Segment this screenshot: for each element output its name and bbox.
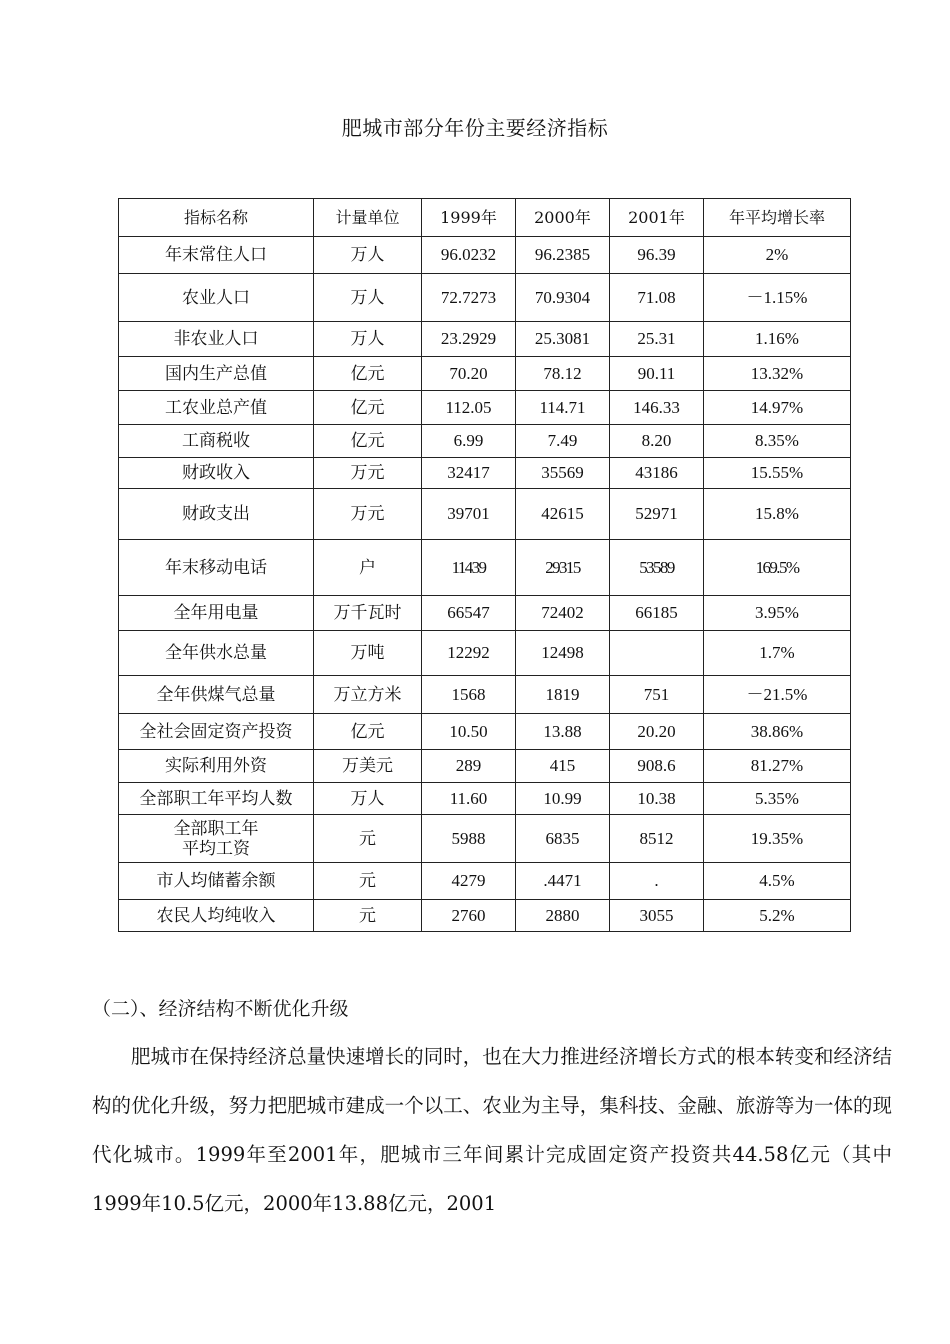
value-2000-cell: 96.2385	[516, 237, 610, 274]
value-2001-cell: 751	[610, 676, 704, 714]
indicator-name-line2: 平均工资	[182, 838, 250, 859]
value-1999-cell: 70.20	[422, 357, 516, 391]
value-1999-cell: 11.60	[422, 783, 516, 815]
table-row	[119, 489, 851, 540]
value-2000-cell: 25.3081	[516, 322, 610, 357]
value-1999-cell: 10.50	[422, 714, 516, 750]
unit-cell: 亿元	[314, 714, 422, 750]
unit-cell: 户	[314, 540, 422, 596]
table-row	[119, 815, 851, 863]
growth-rate-cell: －1.15%	[704, 274, 851, 322]
value-2000-cell: 7.49	[516, 425, 610, 458]
header-1999: 1999年	[422, 199, 516, 237]
value-2000-cell: 6835	[516, 815, 610, 863]
value-2001-cell	[610, 631, 704, 676]
value-2000-cell: 415	[516, 750, 610, 783]
table-header-row	[119, 199, 851, 237]
value-2000-cell: 13.88	[516, 714, 610, 750]
value-2001-cell: 66185	[610, 596, 704, 631]
indicator-name-cell: 工农业总产值	[119, 391, 314, 425]
growth-rate-cell: 5.2%	[704, 900, 851, 932]
value-2001-cell: 8512	[610, 815, 704, 863]
growth-rate-cell: 14.97%	[704, 391, 851, 425]
indicator-name-cell: 市人均储蓄余额	[119, 863, 314, 900]
value-2000-cell: 29315	[516, 540, 610, 596]
table-row	[119, 783, 851, 815]
unit-cell: 元	[314, 815, 422, 863]
value-2001-cell: 25.31	[610, 322, 704, 357]
unit-cell: 亿元	[314, 357, 422, 391]
indicator-name-cell: 国内生产总值	[119, 357, 314, 391]
value-2001-cell: 20.20	[610, 714, 704, 750]
indicator-name-cell: 农业人口	[119, 274, 314, 322]
growth-rate-cell: 19.35%	[704, 815, 851, 863]
table-row	[119, 357, 851, 391]
section-heading: （二）、经济结构不断优化升级	[92, 998, 349, 1020]
unit-cell: 万吨	[314, 631, 422, 676]
value-1999-cell: 5988	[422, 815, 516, 863]
value-1999-cell: 112.05	[422, 391, 516, 425]
header-2001: 2001年	[610, 199, 704, 237]
table-row	[119, 714, 851, 750]
growth-rate-cell: －21.5%	[704, 676, 851, 714]
growth-rate-cell: 81.27%	[704, 750, 851, 783]
growth-rate-cell: 4.5%	[704, 863, 851, 900]
indicator-name-cell: 财政支出	[119, 489, 314, 540]
indicator-name-cell	[119, 815, 314, 863]
economic-indicators-table	[118, 198, 851, 932]
value-2001-cell: 71.08	[610, 274, 704, 322]
value-2001-cell: 96.39	[610, 237, 704, 274]
value-2000-cell: 1819	[516, 676, 610, 714]
unit-cell: 万人	[314, 322, 422, 357]
table-row	[119, 676, 851, 714]
indicator-name-cell: 农民人均纯收入	[119, 900, 314, 932]
unit-cell: 元	[314, 900, 422, 932]
value-2000-cell: 114.71	[516, 391, 610, 425]
table-row	[119, 322, 851, 357]
value-1999-cell: 4279	[422, 863, 516, 900]
value-1999-cell: 66547	[422, 596, 516, 631]
value-1999-cell: 11439	[422, 540, 516, 596]
growth-rate-cell: 8.35%	[704, 425, 851, 458]
unit-cell: 万立方米	[314, 676, 422, 714]
unit-cell: 元	[314, 863, 422, 900]
table-row	[119, 458, 851, 489]
indicator-name-cell: 全社会固定资产投资	[119, 714, 314, 750]
unit-cell: 万人	[314, 274, 422, 322]
indicator-name-cell: 工商税收	[119, 425, 314, 458]
table-row	[119, 596, 851, 631]
header-unit: 计量单位	[314, 199, 422, 237]
growth-rate-cell: 2%	[704, 237, 851, 274]
value-1999-cell: 96.0232	[422, 237, 516, 274]
value-2000-cell: 78.12	[516, 357, 610, 391]
value-1999-cell: 1568	[422, 676, 516, 714]
value-2001-cell: 90.11	[610, 357, 704, 391]
value-2001-cell: 52971	[610, 489, 704, 540]
table-title: 肥城市部分年份主要经济指标	[341, 116, 609, 140]
growth-rate-cell: 15.8%	[704, 489, 851, 540]
value-2001-cell: 3055	[610, 900, 704, 932]
indicator-name-cell: 全年供水总量	[119, 631, 314, 676]
table-row	[119, 900, 851, 932]
growth-rate-cell: 15.55%	[704, 458, 851, 489]
unit-cell: 万千瓦时	[314, 596, 422, 631]
unit-cell: 万美元	[314, 750, 422, 783]
indicator-name-cell: 财政收入	[119, 458, 314, 489]
indicator-name-line1: 全部职工年	[173, 818, 259, 839]
value-1999-cell: 39701	[422, 489, 516, 540]
table-row	[119, 750, 851, 783]
value-1999-cell: 72.7273	[422, 274, 516, 322]
growth-rate-cell: 3.95%	[704, 596, 851, 631]
table-row	[119, 425, 851, 458]
value-1999-cell: 12292	[422, 631, 516, 676]
value-1999-cell: 289	[422, 750, 516, 783]
growth-rate-cell: 5.35%	[704, 783, 851, 815]
unit-cell: 万人	[314, 237, 422, 274]
value-2001-cell: 8.20	[610, 425, 704, 458]
value-2000-cell: 72402	[516, 596, 610, 631]
unit-cell: 万人	[314, 783, 422, 815]
value-2001-cell: .	[610, 863, 704, 900]
value-2000-cell: 10.99	[516, 783, 610, 815]
header-2000: 2000年	[516, 199, 610, 237]
indicator-name-cell: 全部职工年平均人数	[119, 783, 314, 815]
value-2000-cell: 12498	[516, 631, 610, 676]
table-row	[119, 237, 851, 274]
unit-cell: 亿元	[314, 425, 422, 458]
value-2000-cell: 35569	[516, 458, 610, 489]
growth-rate-cell: 38.86%	[704, 714, 851, 750]
table-row	[119, 540, 851, 596]
value-2001-cell: 146.33	[610, 391, 704, 425]
indicator-name-cell: 年末常住人口	[119, 237, 314, 274]
growth-rate-cell: 1.16%	[704, 322, 851, 357]
value-1999-cell: 2760	[422, 900, 516, 932]
table-row	[119, 631, 851, 676]
value-2001-cell: 43186	[610, 458, 704, 489]
table-row	[119, 274, 851, 322]
indicator-name-cell: 实际利用外资	[119, 750, 314, 783]
indicator-name-cell: 年末移动电话	[119, 540, 314, 596]
growth-rate-cell: 169.5%	[704, 540, 851, 596]
unit-cell: 万元	[314, 489, 422, 540]
indicator-name-cell: 全年供煤气总量	[119, 676, 314, 714]
indicator-name-cell: 全年用电量	[119, 596, 314, 631]
value-1999-cell: 32417	[422, 458, 516, 489]
value-1999-cell: 6.99	[422, 425, 516, 458]
unit-cell: 万元	[314, 458, 422, 489]
value-1999-cell: 23.2929	[422, 322, 516, 357]
value-2001-cell: 10.38	[610, 783, 704, 815]
indicator-name-cell: 非农业人口	[119, 322, 314, 357]
table-row	[119, 391, 851, 425]
header-growth-rate: 年平均增长率	[704, 199, 851, 237]
unit-cell: 亿元	[314, 391, 422, 425]
value-2001-cell: 53589	[610, 540, 704, 596]
table-row	[119, 863, 851, 900]
value-2000-cell: 2880	[516, 900, 610, 932]
value-2000-cell: 42615	[516, 489, 610, 540]
value-2000-cell: 70.9304	[516, 274, 610, 322]
growth-rate-cell: 13.32%	[704, 357, 851, 391]
header-indicator-name: 指标名称	[119, 199, 314, 237]
value-2001-cell: 908.6	[610, 750, 704, 783]
body-paragraph: 肥城市在保持经济总量快速增长的同时，也在大力推进经济增长方式的根本转变和经济结构的优化升级，努力把肥城市建成一个以工、农业为主导，集科技、金融、旅游等为一体的现代化城市。1999年至2001年，肥城市三年间累计完成固定资产投资共44.58亿元（其中1999年10.5亿元，2000年13.88亿元，2001	[92, 1045, 892, 1215]
growth-rate-cell: 1.7%	[704, 631, 851, 676]
value-2000-cell: .4471	[516, 863, 610, 900]
